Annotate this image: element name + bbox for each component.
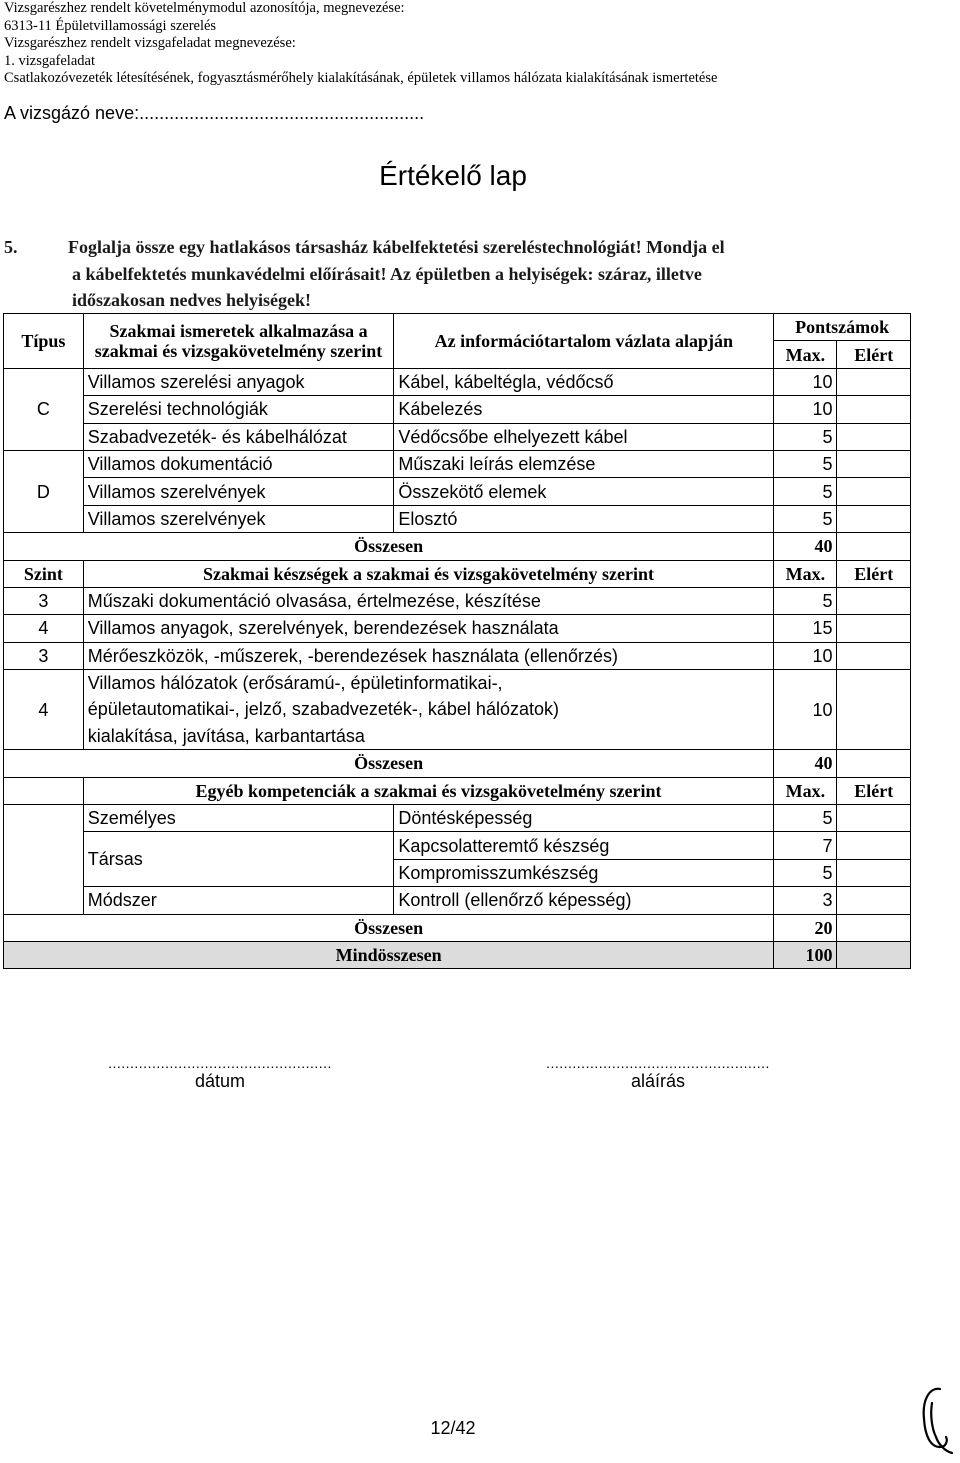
max-cell: 5 <box>774 505 837 532</box>
table-row <box>4 805 911 832</box>
skill-cell: Villamos szerelvények <box>83 505 394 532</box>
skill-cell: Villamos dokumentáció <box>83 450 394 477</box>
achieved-cell[interactable] <box>837 642 911 669</box>
table-row <box>4 832 911 859</box>
type-cell: D <box>4 450 84 532</box>
achieved-cell[interactable] <box>837 423 911 450</box>
achieved-cell[interactable] <box>837 396 911 423</box>
skill-cell: Műszaki dokumentáció olvasása, értelmezése, készítése <box>83 587 774 614</box>
max-cell: 10 <box>774 396 837 423</box>
date-line: ................................................... <box>108 1055 332 1071</box>
points-header: Pontszámok <box>774 314 911 341</box>
competence-group: Társas <box>83 832 394 887</box>
subtotal-achieved[interactable] <box>837 914 911 941</box>
competence-cell: Döntésképesség <box>394 805 774 832</box>
skill-cell: Villamos anyagok, szerelvények, berendezések használata <box>83 615 774 642</box>
task-line: Foglalja össze egy hatlakásos társasház kábelfektetési szereléstechnológiát! Mondja el <box>68 237 725 257</box>
header-line: Vizsgarészhez rendelt követelménymodul azonosítója, megnevezése: <box>4 0 405 16</box>
max-cell: 5 <box>774 450 837 477</box>
skill-cell: Villamos szerelési anyagok <box>83 368 394 395</box>
task-description: Csatlakozóvezeték létesítésének, fogyasztásmérőhely kialakításának, épületek villamos hálózata kialakításának ismertetése <box>4 70 718 87</box>
max-cell: 5 <box>774 859 837 886</box>
skill-line: épületautomatikai-, jelző, szabadvezeték-, kábel hálózatok) <box>87 699 559 720</box>
achieved-cell[interactable] <box>837 832 911 859</box>
table-row <box>4 587 911 614</box>
date-label: dátum <box>194 1071 246 1091</box>
task-number: 5. <box>4 237 18 257</box>
max-cell: 5 <box>774 587 837 614</box>
subtotal-achieved[interactable] <box>837 750 911 777</box>
table-row <box>4 450 911 477</box>
subtotal-achieved[interactable] <box>837 533 911 560</box>
section-header-row <box>4 560 911 587</box>
evaluation-table <box>3 313 911 969</box>
achieved-cell[interactable] <box>837 368 911 395</box>
skill-cell: Villamos szerelvények <box>83 478 394 505</box>
achieved-header: Elért <box>837 341 911 368</box>
table-header-row <box>4 314 911 341</box>
max-header: Max. <box>774 341 837 368</box>
max-cell: 3 <box>774 887 837 914</box>
skill-line: kialakítása, javítása, karbantartása <box>87 725 365 746</box>
date-signature-block <box>88 1055 352 1092</box>
section-header-row <box>4 777 911 804</box>
table-row <box>4 615 911 642</box>
handwritten-initial-icon <box>918 1385 956 1457</box>
max-cell: 10 <box>774 670 837 750</box>
subtotal-max: 40 <box>774 750 837 777</box>
table-row <box>4 423 911 450</box>
achieved-cell[interactable] <box>837 505 911 532</box>
max-header: Max. <box>774 560 837 587</box>
module-id: 6313-11 Épületvillamossági szerelés <box>4 17 217 34</box>
achieved-cell[interactable] <box>837 615 911 642</box>
subtotal-row <box>4 533 911 560</box>
empty-cell <box>4 805 84 915</box>
subtotal-row <box>4 750 911 777</box>
info-cell: Műszaki leírás elemzése <box>394 450 774 477</box>
achieved-cell[interactable] <box>837 670 911 750</box>
signature-line: ................................................... <box>546 1055 770 1071</box>
competence-group: Módszer <box>83 887 394 914</box>
achieved-header: Elért <box>837 777 911 804</box>
achieved-cell[interactable] <box>837 587 911 614</box>
table-row <box>4 396 911 423</box>
achieved-cell[interactable] <box>837 805 911 832</box>
max-cell: 10 <box>774 642 837 669</box>
table-row <box>4 642 911 669</box>
info-cell: Kábel, kábeltégla, védőcső <box>394 368 774 395</box>
header-line: Vizsgarészhez rendelt vizsgafeladat megnevezése: <box>4 35 296 52</box>
skill-cell <box>83 670 774 750</box>
task-line: időszakosan nedves helyiségek! <box>72 290 312 310</box>
page-title: Értékelő lap <box>379 160 527 191</box>
task-text <box>4 234 904 314</box>
achieved-cell[interactable] <box>837 859 911 886</box>
skill-line: Villamos hálózatok (erősáramú-, épületinformatikai-, <box>87 673 503 694</box>
achieved-header: Elért <box>837 560 911 587</box>
skill-column-header: Szakmai ismeretek alkalmazása a szakmai és vizsgakövetelmény szerint <box>83 314 394 369</box>
max-header: Max. <box>774 777 837 804</box>
skill-cell: Szabadvezeték- és kábelhálózat <box>83 423 394 450</box>
task-line: a kábelfektetés munkavédelmi előírásait! Az épületben a helyiségek: száraz, illetve <box>72 263 702 284</box>
task-name: 1. vizsgafeladat <box>4 52 95 69</box>
max-cell: 7 <box>774 832 837 859</box>
table-row <box>4 505 911 532</box>
signature-label: aláírás <box>630 1071 686 1091</box>
section-title: Egyéb kompetenciák a szakmai és vizsgakövetelmény szerint <box>83 777 774 804</box>
table-row <box>4 670 911 750</box>
level-header: Szint <box>4 560 84 587</box>
info-cell: Kábelezés <box>394 396 774 423</box>
empty-cell <box>4 777 84 804</box>
level-cell: 4 <box>4 615 84 642</box>
table-row <box>4 887 911 914</box>
level-cell: 3 <box>4 587 84 614</box>
info-cell: Elosztó <box>394 505 774 532</box>
section-title: Szakmai készségek a szakmai és vizsgakövetelmény szerint <box>83 560 774 587</box>
subtotal-label: Összesen <box>4 533 774 560</box>
subtotal-max: 40 <box>774 533 837 560</box>
examinee-name-field: A vizsgázó neve:......................................................... <box>4 103 425 123</box>
subtotal-label: Összesen <box>4 914 774 941</box>
competence-cell: Kontroll (ellenőrző képesség) <box>394 887 774 914</box>
document-header <box>4 0 717 88</box>
skill-cell: Mérőeszközök, -műszerek, -berendezések használata (ellenőrzés) <box>83 642 774 669</box>
type-cell: C <box>4 368 84 450</box>
max-cell: 5 <box>774 805 837 832</box>
competence-cell: Kapcsolatteremtő készség <box>394 832 774 859</box>
subtotal-row <box>4 914 911 941</box>
page-number: 12/42 <box>430 1418 476 1438</box>
grand-total-row <box>4 942 911 969</box>
competence-cell: Kompromisszumkészség <box>394 859 774 886</box>
info-column-header: Az információtartalom vázlata alapján <box>394 314 774 369</box>
type-header: Típus <box>4 314 84 369</box>
info-cell: Összekötő elemek <box>394 478 774 505</box>
level-cell: 4 <box>4 670 84 750</box>
skill-cell: Szerelési technológiák <box>83 396 394 423</box>
achieved-cell[interactable] <box>837 450 911 477</box>
subtotal-max: 20 <box>774 914 837 941</box>
competence-group: Személyes <box>83 805 394 832</box>
grand-total-achieved[interactable] <box>837 942 911 969</box>
grand-total-max: 100 <box>774 942 837 969</box>
subtotal-label: Összesen <box>4 750 774 777</box>
achieved-cell[interactable] <box>837 887 911 914</box>
info-cell: Védőcsőbe elhelyezett kábel <box>394 423 774 450</box>
level-cell: 3 <box>4 642 84 669</box>
max-cell: 5 <box>774 423 837 450</box>
max-cell: 5 <box>774 478 837 505</box>
signature-block <box>526 1055 790 1092</box>
max-cell: 15 <box>774 615 837 642</box>
achieved-cell[interactable] <box>837 478 911 505</box>
grand-total-label: Mindösszesen <box>4 942 774 969</box>
table-row <box>4 478 911 505</box>
max-cell: 10 <box>774 368 837 395</box>
table-row <box>4 368 911 395</box>
